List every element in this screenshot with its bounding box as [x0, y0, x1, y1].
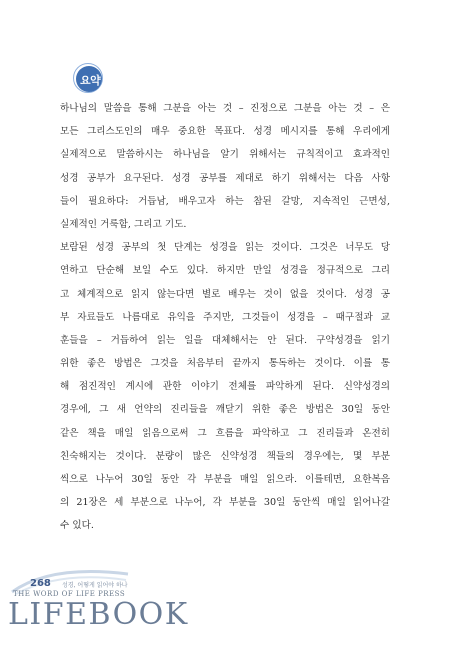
- text-line: 수 있다.: [60, 520, 94, 532]
- paragraph-1: [60, 97, 390, 236]
- running-title: 성경, 어떻게 읽어야 하나: [62, 582, 128, 589]
- text-line: 부 자료들도 나름대로 유익을 주지만, 그것들이 성경을 – 때구절과 교: [60, 311, 390, 323]
- text-line: 고 체계적으로 읽지 않는다면 별로 배우는 것이 없을 것이다. 성경 공: [60, 288, 390, 300]
- text-line: 해 점진적인 계시에 관한 이야기 전체를 파악하게 된다. 신약성경의: [60, 381, 390, 393]
- text-line: 보람된 성경 공부의 첫 단계는 성경을 읽는 것이다. 그것은 너무도 당: [60, 242, 390, 254]
- text-line: 연하고 단순해 보일 수도 있다. 하지만 만일 성경을 정규적으로 그리: [60, 265, 390, 277]
- body-text: [60, 97, 390, 538]
- text-line: 실제적인 거룩함, 그리고 기도.: [60, 218, 187, 230]
- text-line: 성경 공부가 요구된다. 성경 공부를 제대로 하기 위해서는 다음 사항: [60, 172, 390, 184]
- publisher-name: THE WORD OF LIFE PRESS: [13, 590, 126, 598]
- text-line: 실제적으로 말씀하시는 하나님을 알기 위해서는 규칙적이고 효과적인: [60, 149, 390, 161]
- text-line: 의 21장은 세 부분으로 나누어, 각 부분을 30일 동안씩 매일 읽어나갈: [60, 497, 390, 509]
- badge-label: 요약: [80, 74, 101, 87]
- lifebook-logo: LIFEBOOK: [8, 597, 189, 632]
- text-line: 하나님의 말씀을 통해 그분을 아는 것 – 진정으로 그분을 아는 것 – 은: [60, 103, 390, 114]
- text-line: 경우에, 그 새 언약의 진리들을 깨닫기 위한 좋은 방법은 30일 동안: [60, 404, 390, 416]
- summary-badge: [76, 66, 102, 92]
- text-line: 친숙해지는 것이다. 분량이 많은 신약성경 책들의 경우에는, 몇 부분: [60, 450, 390, 462]
- text-line: 훈들을 – 거듭하여 읽는 일을 대체해서는 안 된다. 구약성경을 읽기: [60, 334, 390, 346]
- page-number: 268: [30, 578, 51, 589]
- text-line: 위한 좋은 방법은 그것을 처음부터 끝까지 통독하는 것이다. 이를 통: [60, 358, 390, 370]
- text-line: 모든 그리스도인의 매우 중요한 목표다. 성경 메시지를 통해 우리에게: [60, 126, 390, 138]
- text-line: 같은 책을 매일 읽음으로써 그 흐름을 파악하고 그 진리들과 온전히: [60, 427, 390, 439]
- text-line: 씩으로 나누어 30일 동안 각 부분을 매일 읽으라. 이를테면, 요한복음: [60, 474, 390, 485]
- text-line: 들이 필요하다: 거듭남, 배우고자 하는 참된 갈망, 지속적인 근면성,: [60, 195, 390, 207]
- paragraph-2: [60, 236, 390, 537]
